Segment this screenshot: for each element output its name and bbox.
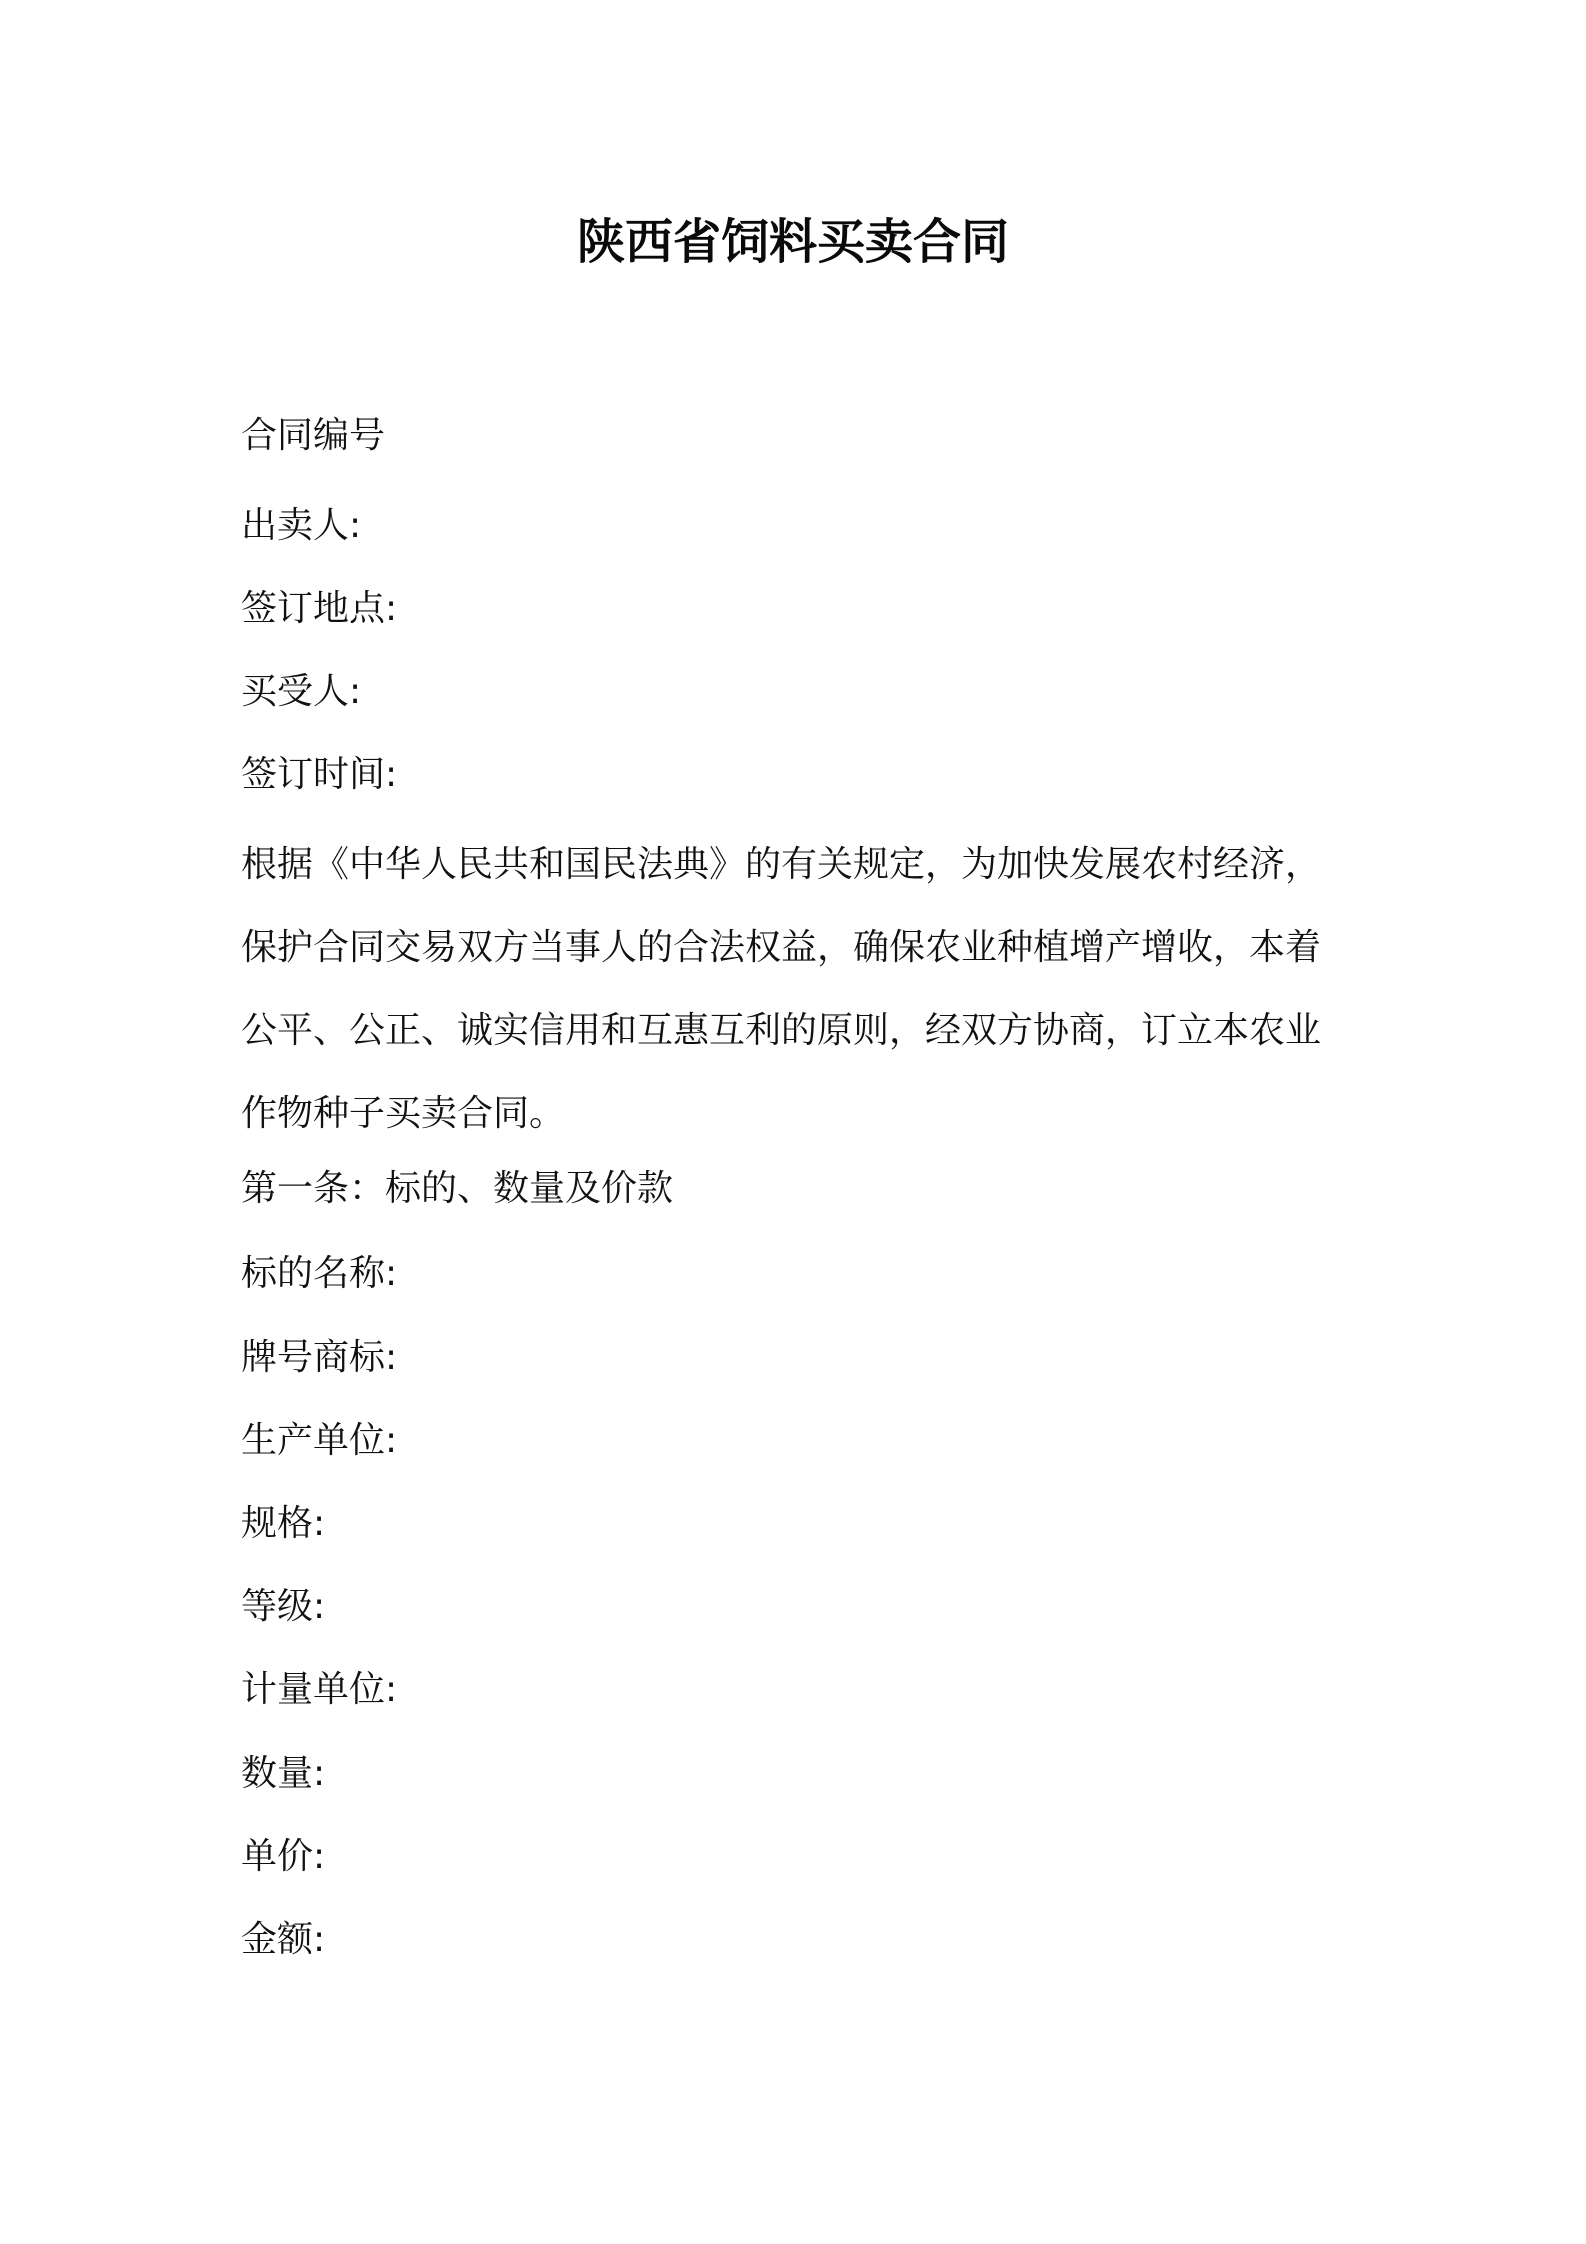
article-1-heading: 第一条：标的、数量及价款	[241, 1168, 674, 1209]
document-title: 陕西省饲料买卖合同	[576, 214, 1009, 270]
preamble-line: 作物种子买卖合同。	[241, 1093, 566, 1134]
seller-label: 出卖人:	[241, 505, 362, 546]
preamble-line: 根据《中华人民共和国民法典》的有关规定，为加快发展农村经济，	[241, 844, 1322, 885]
preamble-line: 公平、公正、诚实信用和互惠互利的原则，经双方协商，订立本农业	[241, 1010, 1322, 1051]
grade-label: 等级:	[241, 1586, 326, 1627]
buyer-label: 买受人:	[241, 671, 362, 712]
contract-number-label: 合同编号	[241, 415, 386, 456]
producer-label: 生产单位:	[241, 1420, 398, 1461]
amount-label: 金额:	[241, 1919, 326, 1960]
brand-trademark-label: 牌号商标:	[241, 1337, 398, 1378]
subject-name-label: 标的名称:	[241, 1253, 398, 1294]
signing-time-label: 签订时间:	[241, 754, 398, 795]
signing-place-label: 签订地点:	[241, 588, 398, 629]
specification-label: 规格:	[241, 1503, 326, 1544]
unit-of-measure-label: 计量单位:	[241, 1669, 398, 1710]
preamble-line: 保护合同交易双方当事人的合法权益，确保农业种植增产增收，本着	[241, 927, 1322, 968]
preamble-paragraph	[241, 823, 1361, 1155]
quantity-label: 数量:	[241, 1753, 326, 1794]
unit-price-label: 单价:	[241, 1836, 326, 1877]
